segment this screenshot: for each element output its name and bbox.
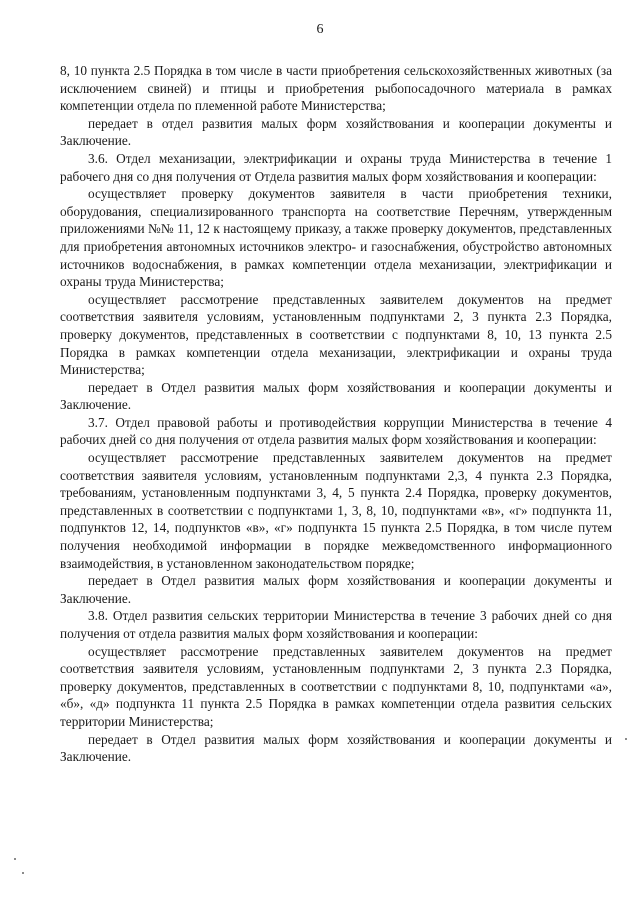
paragraph: осуществляет рассмотрение представленных заявителем документов на предмет соответствия заявителя условиям, установленным подпунктами 2, 3 пункта 2.3 Порядка, проверку документов, представленных в соответствии с подпунктами 8, 10, 13 пункта 2.5 Порядка в рамках компетенции отдела механизации, электрификации и охраны труда Министерства; (60, 291, 612, 378)
page-number: 6 (316, 22, 324, 37)
paragraph: осуществляет проверку документов заявителя в части приобретения техники, оборудования, специализированного транспорта на соответствие Перечням, утвержденным приложениями №№ 11, 12 к настоящему приказу, а также проверку документов, представленных для приобретения автономных источников электро- и газоснабжения, обустройство автономных источников водоснабжения, в рамках компетенции отдела механизации, электрификации и охраны труда Министерства; (60, 186, 612, 290)
scan-speck (625, 738, 627, 740)
section-3-8-heading: 3.8. Отдел развития сельских территории Министерства в течение 3 рабочих дней со дня получения от отдела развития малых форм хозяйствования и кооперации: (60, 608, 612, 641)
document-body (60, 62, 612, 766)
paragraph: передает в отдел развития малых форм хозяйствования и кооперации документы и Заключение. (60, 115, 612, 149)
paragraph: осуществляет рассмотрение представленных заявителем документов на предмет соответствия заявителя условиям, установленным подпунктами 2,3, 4 пункта 2.3 Порядка, требованиям, установленным подпунктами 3, 4, 5 пункта 2.4 Порядка, проверку документов, представленных в соответствии с подпунктами 1, 3, 8, 10, подпунктами «в», «г» подпункта 11, подпунктов 12, 14, подпунктов «в», «г» подпункта 15 пункта 2.5 Порядка, в том числе путем получения необходимой информации в порядке межведомственного информационного взаимодействия, в установленном законодательством порядке; (60, 450, 612, 571)
section-3-7-heading: 3.7. Отдел правовой работы и противодействия коррупции Министерства в течение 4 рабочих дней со дня получения от отдела развития малых форм хозяйствования и кооперации: (60, 414, 612, 448)
paragraph: передает в Отдел развития малых форм хозяйствования и кооперации документы и Заключение. (60, 573, 612, 606)
paragraph: передает в Отдел развития малых форм хозяйствования и кооперации документы и Заключение. (60, 731, 612, 765)
scan-speck (22, 872, 24, 874)
section-3-6-heading: 3.6. Отдел механизации, электрификации и охраны труда Министерства в течение 1 рабочего дня со дня получения от Отдела развития малых форм хозяйствования и кооперации: (60, 150, 612, 184)
paragraph: осуществляет рассмотрение представленных заявителем документов на предмет соответствия заявителя условиям, установленным подпунктами 2, 3 пункта 2.3 Порядка, проверку документов, представленных в соответствии с подпунктами 8, 10, подпунктами «а», «б», «д» подпункта 11 пункта 2.5 Порядка в рамках компетенции отдела развития сельских территории Министерства; (60, 643, 612, 729)
paragraph: передает в Отдел развития малых форм хозяйствования и кооперации документы и Заключение. (60, 379, 612, 413)
paragraph: 8, 10 пункта 2.5 Порядка в том числе в части приобретения сельскохозяйственных животных (за исключением свиней) и птицы и приобретения рыбопосадочного материала в рамках компетенции отдела по племенной работе Министерства; (60, 63, 612, 114)
scan-speck (14, 858, 16, 860)
